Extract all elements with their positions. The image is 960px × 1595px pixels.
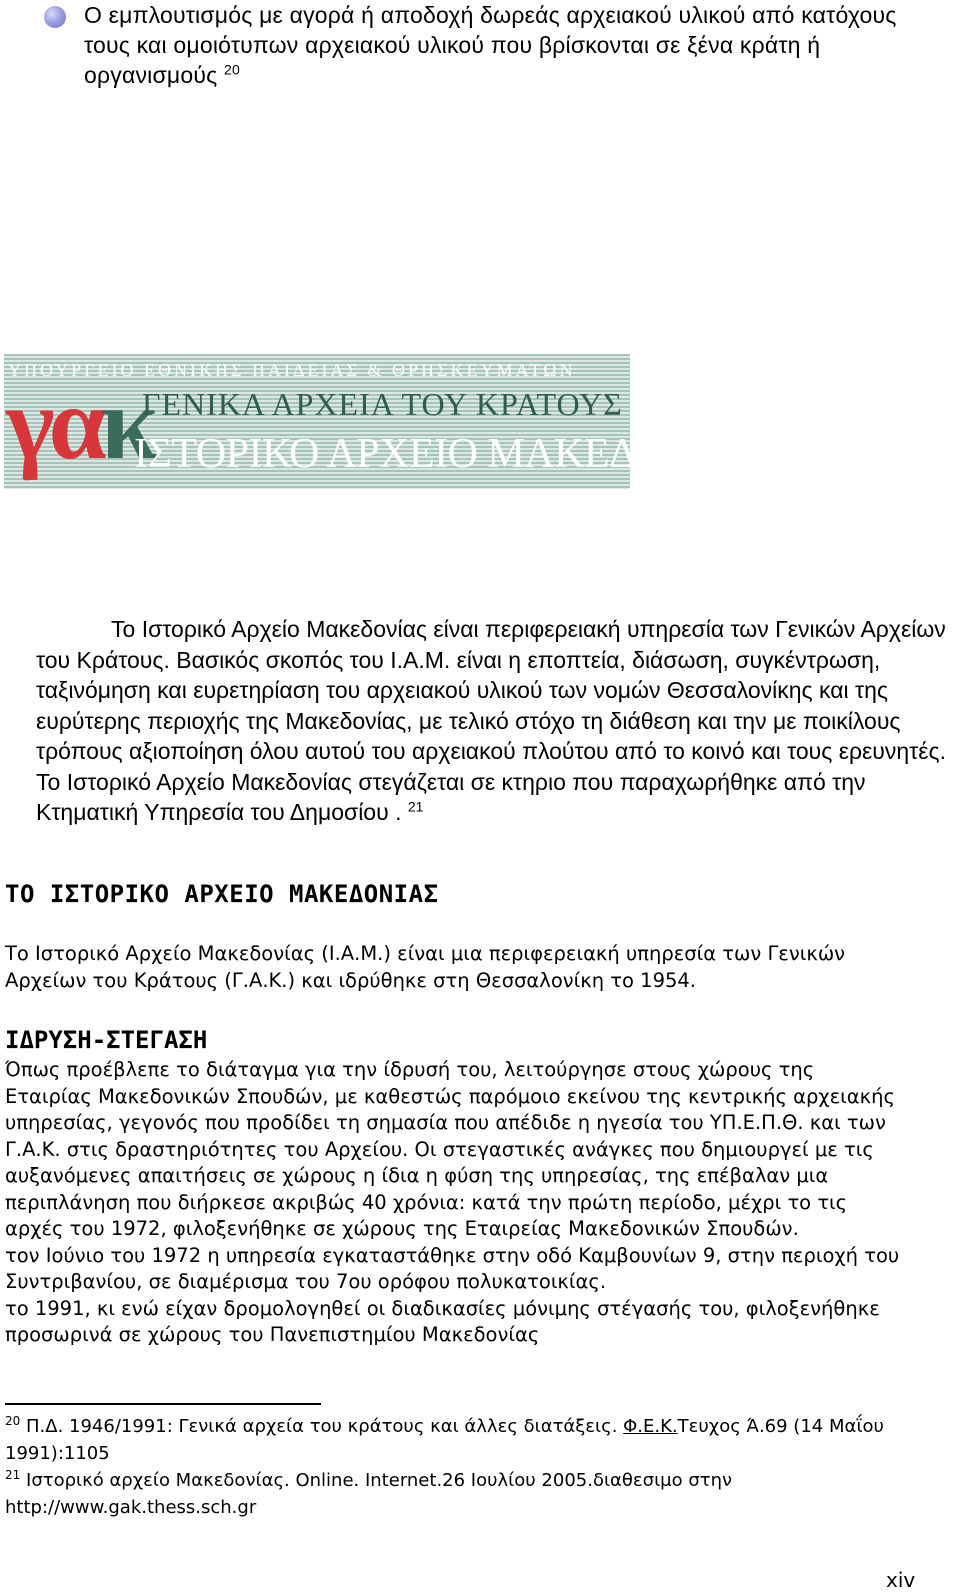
footnote-21-number: 21 (5, 1468, 21, 1482)
footnote-ref-20[interactable]: 20 (223, 61, 240, 78)
logo-mark-k: κ (100, 366, 153, 481)
intro-paragraph-2-text: Το Ιστορικό Αρχείο Μακεδονίας στεγάζεται σε κτηριο που παραχωρήθηκε από την Κτηματική Υπηρεσία του Δημοσίου . (36, 768, 866, 825)
footnote-20-text-b: Τευχος Ά.69 (14 Μαΐου 1991):1105 (5, 1416, 884, 1464)
intro-section (36, 614, 956, 828)
footnote-ref-21[interactable]: 21 (407, 798, 424, 815)
bullet-paragraph (84, 0, 924, 90)
footnote-21 (5, 1467, 905, 1521)
logo-ministry-line: ΥΠΟΥΡΓΕΙΟ ΕΘΝΙΚΗΣ ΠΑΙΔΕΙΑΣ & ΘΡΗΣΚΕΥΜΑΤΩΝ (8, 360, 576, 380)
section-heading-founding: ΙΔΡΥΣΗ-ΣΤΕΓΑΣΗ (5, 1026, 208, 1054)
footnote-20-text-a: Π.Δ. 1946/1991: Γενικά αρχεία του κράτους και άλλες διατάξεις. (26, 1416, 624, 1437)
logo-line-gak: ΓΕΝΙΚΑ ΑΡΧΕΙΑ ΤΟΥ ΚΡΑΤΟΥΣ (142, 386, 623, 422)
founding-paragraph-1: Όπως προέβλεπε το διάταγμα για την ίδρυσή του, λειτούργησε στους χώρους της Εταιρίας Μακεδονικών Σπουδών, με καθεστώς παρόμοιο εκείνου της κεντρικής αρχειακής υπηρεσίας, γεγονός που προδίδει τη σημασία που απέδιδε η ηγεσία του ΥΠ.Ε.Π.Θ. και των Γ.Α.Κ. στις δραστηριότητες του Αρχείου. Οι στεγαστικές ανάγκες που δημιουργεί με τις αυξανόμενες απαιτήσεις σε χώρους η ίδια η φύση της υπηρεσίας, της επέβαλαν μια περιπλάνηση που διήρκεσε ακριβώς 40 χρόνια: κατά την πρώτη περίοδο, μέχρι το τις αρχές του 1972, φιλοξενήθηκε σε χώρους της Εταιρείας Μακεδονικών Σπουδών. (5, 1058, 895, 1240)
logo-mark-ga: γα (6, 366, 101, 481)
logo-line-iam: ΙΣΤΟΡΙΚΟ ΑΡΧΕΙΟ ΜΑΚΕΔΟΝΙΑΣ (134, 431, 762, 477)
fek-link[interactable]: Φ.Ε.Κ. (623, 1416, 678, 1437)
founding-paragraph-2: τον Ιούνιο του 1972 η υπηρεσία εγκαταστάθηκε στην οδό Καμβουνίων 9, στην περιοχή του Συντριβανίου, σε διαμέρισμα του 7ου ορόφου πολυκατοικίας. (5, 1243, 900, 1293)
footnote-separator (5, 1403, 321, 1405)
section-archive-text: Το Ιστορικό Αρχείο Μακεδονίας (Ι.Α.Μ.) είναι μια περιφερειακή υπηρεσία των Γενικών Αρχείων του Κράτους (Γ.Α.Κ.) και ιδρύθηκε στη Θεσσαλονίκη το 1954. (5, 942, 846, 992)
footnotes (5, 1413, 905, 1521)
bullet-text: Ο εμπλουτισμός με αγορά ή αποδοχή δωρεάς αρχειακού υλικού από κατόχους τους και ομοιότυπων αρχειακού υλικού που βρίσκονται σε ξένα κράτη ή οργανισμούς (84, 2, 897, 88)
logo-gak-mark (6, 366, 153, 481)
footnote-20 (5, 1413, 905, 1467)
section-founding-body (5, 1057, 905, 1349)
founding-paragraph-3: το 1991, κι ενώ είχαν δρομολογηθεί οι διαδικασίες μόνιμης στέγασής του, φιλοξενήθηκε προσωρινά σε χώρους του Πανεπιστημίου Μακεδονίας (5, 1296, 880, 1346)
footnote-20-number: 20 (5, 1414, 21, 1428)
page-number: xiv (886, 1568, 916, 1592)
section-heading-archive: ΤΟ ΙΣΤΟΡΙΚΟ ΑΡΧΕΙΟ ΜΑΚΕΔΟΝΙΑΣ (5, 880, 439, 908)
bullet-item (44, 0, 924, 90)
gak-logo (4, 354, 762, 489)
bullet-icon (44, 6, 66, 28)
intro-paragraph-1: Το Ιστορικό Αρχείο Μακεδονίας είναι περιφερειακή υπηρεσία των Γενικών Αρχείων του Κράτους. Βασικός σκοπός του Ι.Α.Μ. είναι η εποπτεία, διάσωση, συγκέντρωση, ταξινόμηση και ευρετηρίαση του αρχειακού υλικού των νομών Θεσσαλονίκης και της ευρύτερης περιοχής της Μακεδονίας, με τελικό στόχο τη διάθεση και την με ποικίλους τρόπους αξιοποίηση όλου αυτού του αρχειακού πλούτου από το κοινό και τους ερευνητές. (36, 616, 946, 764)
footnote-21-text: Ιστορικό αρχείο Μακεδονίας. Online. Internet.26 Ιουλίου 2005.διαθεσιμο στην http://www.gak.thess.sch.gr (5, 1470, 733, 1518)
intro-paragraph-2 (36, 767, 956, 828)
